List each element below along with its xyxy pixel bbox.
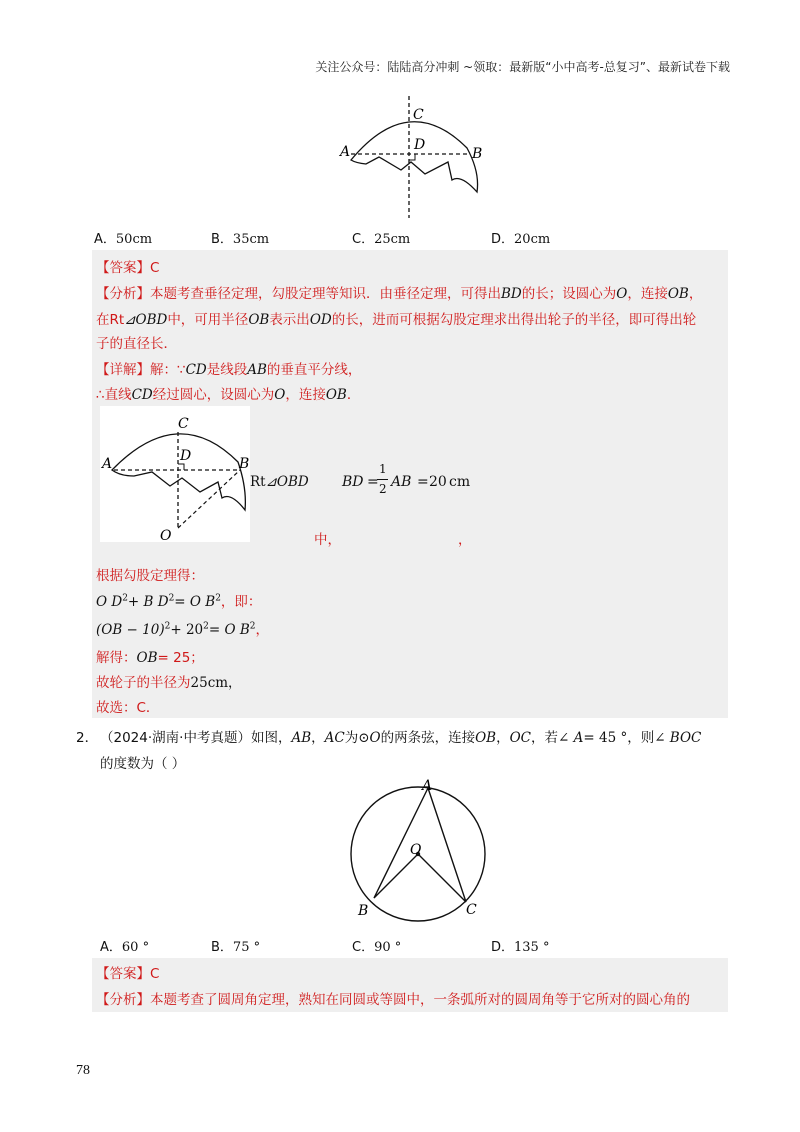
q1-detail-line-1: 【详解】解：∵CD是线段AB的垂直平分线， <box>96 362 362 378</box>
circle-label-c: C <box>466 902 477 918</box>
q2-option-a: A．60 ° <box>100 940 150 955</box>
q2-solution <box>92 958 728 1012</box>
circle-label-b: B <box>358 903 369 919</box>
q1-option-a: A．50cm <box>94 232 153 247</box>
circle-label-a: A <box>422 778 433 794</box>
circle-label-o: O <box>410 842 422 858</box>
fig2-label-c: C <box>178 416 189 432</box>
fig2-label-o: O <box>160 528 172 542</box>
equation-1: O $D^2+ B$ $D^2= O$ $B^2$，即： <box>96 593 262 610</box>
equation-2: $(OB - 10)^2+ 20^2= O$ $B^2$， <box>96 621 269 638</box>
radius-line: 故轮子的半径为25cm， <box>96 675 242 691</box>
q2-stem-line-2: 的度数为（ ） <box>100 756 186 772</box>
q2-answer: 【答案】C <box>96 966 160 982</box>
q2-number: 2． <box>76 730 99 746</box>
choose-line: 故选：C． <box>96 700 160 716</box>
wheel-figure-2-box <box>100 406 250 542</box>
circle-figure <box>346 776 496 926</box>
q2-option-c: C．90 ° <box>352 940 402 955</box>
q1-detail-line-2: ∴直线CD经过圆心，设圆心为O，连接OB． <box>96 387 361 403</box>
rt-obd-text: Rt⊿OBD <box>250 474 309 490</box>
page-header: 关注公众号：陆陆高分冲刺 ~领取：最新版“小中高考-总复习”、最新试卷下载 <box>315 60 730 74</box>
q1-option-d: D．20cm <box>491 232 551 247</box>
pythagoras-label: 根据勾股定理得： <box>96 568 204 584</box>
q1-analysis-line-3: 子的直径长． <box>96 336 177 352</box>
label-b: B <box>472 146 483 162</box>
q1-option-c: C．25cm <box>352 232 411 247</box>
fig2-label-a: A <box>102 456 113 472</box>
fig2-label-d: D <box>180 448 192 464</box>
label-a: A <box>340 144 351 160</box>
label-d: D <box>414 137 426 153</box>
wheel-figure-1 <box>330 92 500 222</box>
zhong-text: 中， <box>314 532 341 548</box>
q2-stem-line-1: （2024·湖南·中考真题）如图，AB，AC为⊙O的两条弦，连接OB，OC，若∠ A= 45 °，则∠ BOC <box>100 730 702 746</box>
q1-answer: 【答案】C <box>96 260 160 276</box>
comma-text: ， <box>458 532 472 548</box>
page-number: 78 <box>76 1063 90 1078</box>
q1-analysis-line-2: 在Rt⊿OBD中，可用半径OB表示出OD的长，进而可根据勾股定理求出得出轮子的半径，即可得出轮 <box>96 312 697 328</box>
q1-option-b: B．35cm <box>211 232 270 247</box>
fig2-label-b: B <box>239 456 250 472</box>
q1-analysis-line-1: 【分析】本题考查垂径定理，勾股定理等知识．由垂径定理，可得出BD的长；设圆心为O，连接OB， <box>96 286 703 302</box>
q2-analysis: 【分析】本题考查了圆周角定理，熟知在同圆或等圆中，一条弧所对的圆周角等于它所对的圆心角的 <box>96 992 690 1008</box>
label-c: C <box>413 107 424 123</box>
wheel-outline <box>351 122 478 192</box>
wheel-figure-2 <box>100 406 250 542</box>
q2-option-d: D．135 ° <box>491 940 550 955</box>
q2-option-b: B．75 ° <box>211 940 261 955</box>
solve-line: 解得：OB= 25； <box>96 650 204 666</box>
q1-solution: 【答案】C 【分析】本题考查垂径定理，勾股定理等知识．由垂径定理，可得出BD的长；设圆心为O，连接OB， 在Rt⊿OBD中，可用半径OB表示出OD的长，进而可根据勾股定理求出得出轮子的半径，即可得出轮 子的直径长． 【详解】解：∵CD是线段AB的垂直平分线， ∴直线CD经过圆心，设圆心为O，连接OB． Rt⊿OBD BD = 1 2 AB = 20 cm 中， ， 根据勾股定理得： O $D^2+ B$ $D^2= O$ $B^2$，即： $(OB - 10)^2+ 20^2= O$ $B^2$， 解得：OB= 25； 故轮子的半径为25cm， 故选：C． <box>92 250 728 718</box>
